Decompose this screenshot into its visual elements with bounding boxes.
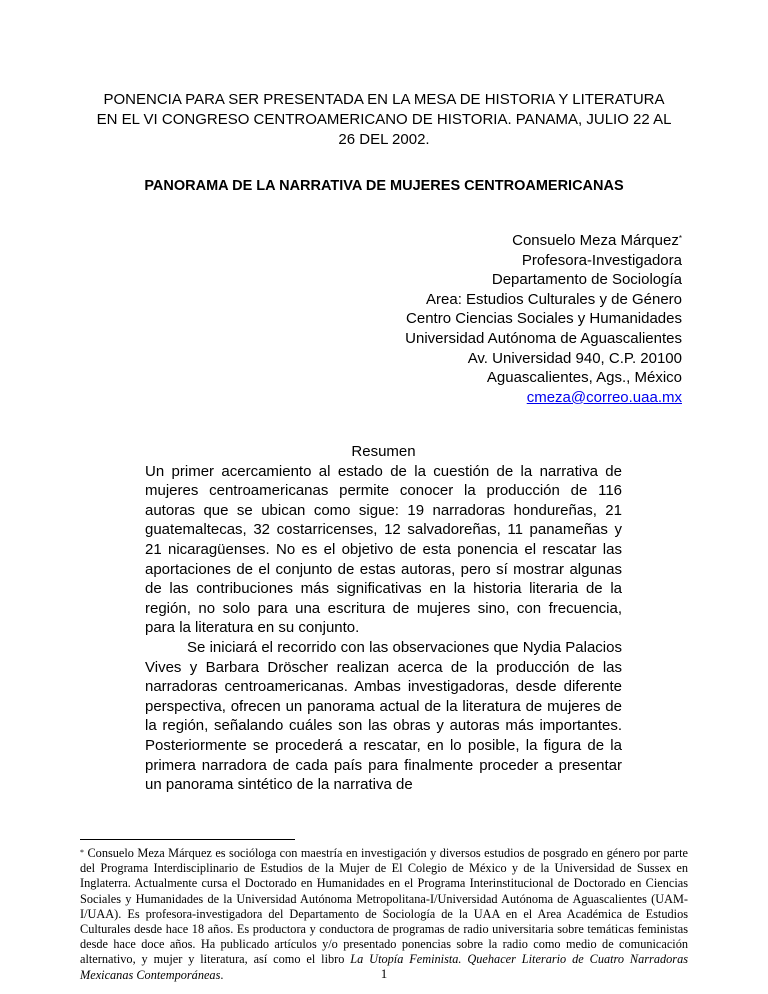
author-department: Departamento de Sociología bbox=[491, 271, 682, 289]
author-position: Profesora-Investigadora bbox=[521, 251, 682, 269]
author-city: Aguascalientes, Ags., México bbox=[486, 369, 682, 387]
author-center: Centro Ciencias Sociales y Humanidades bbox=[406, 310, 682, 328]
footnote-end: . bbox=[220, 967, 224, 982]
author-area: Area: Estudios Culturales y de Género bbox=[426, 290, 682, 308]
author-university: Universidad Autónoma de Aguascalientes bbox=[405, 329, 682, 347]
heading-line: EN EL VI CONGRESO CENTROAMERICANO DE HISTORIA. PANAMA, JULIO 22 AL bbox=[96, 111, 672, 128]
abstract-paragraph: Se iniciará el recorrido con las observaciones que Nydia Palacios Vives y Barbara Dröscher realizan acerca de la producción de las narradoras centroamericanas. Ambas investigadoras, desde diferente perspectiva, ofrecen un panorama actual de la literatura de mujeres de la región, señalando cuáles son las obras y autoras más importantes. Posteriormente se procederá a rescatar, en lo posible, la figura de la primera narradora de cada país para finalmente proceder a presentar un panorama sintético de la narrativa de bbox=[145, 638, 622, 794]
author-block bbox=[262, 231, 682, 407]
author-name-line bbox=[262, 231, 682, 251]
page-number: 1 bbox=[380, 966, 388, 981]
heading-line: PONENCIA PARA SER PRESENTADA EN LA MESA DE HISTORIA Y LITERATURA bbox=[103, 91, 665, 108]
footnote-text: Consuelo Meza Márquez es socióloga con maestría en investigación y diversos estudios de posgrado en género por parte del Programa Interdisciplinario de Estudios de la Mujer de El Colegio de México y de la Universidad de Sussex en Inglaterra. Actualmente cursa el Doctorado en Humanidades en el Programa Interinstitucional de Doctorado en Ciencias Sociales y Humanidades de la Universidad Autónoma Metropolitana-I/Universidad Autónoma de Aguascalientes (UAM-I/UAA). Es profesora-investigadora del Departamento de Sociología de la UAA en el Area Académica de Estudios Culturales desde hace 18 años. Es productora y conductora de programas de radio universitaria sobre temáticas feministas desde hace doce años. Ha publicado artículos y/o presentado ponencias sobre la radio como medio de comunicación alternativo, y mujer y literatura, así como el libro bbox=[80, 846, 688, 967]
abstract bbox=[145, 442, 622, 795]
abstract-title: Resumen bbox=[351, 443, 416, 460]
abstract-paragraph: Un primer acercamiento al estado de la cuestión de la narrativa de mujeres centroamericanas permite conocer la producción de 116 autoras que se ubican como sigue: 19 narradoras hondureñas, 21 guatemaltecas, 32 costarricenses, 12 salvadoreñas, 11 panameñas y 21 nicaragüenses. No es el objetivo de esta ponencia el rescatar las aportaciones de el conjunto de estas autoras, pero sí mostrar algunas de las contribuciones más significativas en la historia literaria de la región, no solo para una escritura de mujeres sino, con frecuencia, para la literatura en su conjunto. bbox=[145, 462, 622, 637]
footnote-reference[interactable]: * bbox=[678, 234, 682, 243]
conference-heading bbox=[80, 90, 688, 150]
footnote-book-title: La Utopía Feminista. Quehacer Literario de Cuatro Narradoras Mexicanas Contemporáneas bbox=[80, 952, 688, 982]
author-email-link[interactable]: cmeza@correo.uaa.mx bbox=[526, 388, 682, 406]
footnote-separator bbox=[80, 839, 295, 840]
author-name: Consuelo Meza Márquez bbox=[512, 232, 679, 249]
footnote-mark: * bbox=[80, 848, 84, 857]
footnote bbox=[80, 846, 688, 983]
author-address: Av. Universidad 940, C.P. 20100 bbox=[467, 349, 682, 367]
paper-title: PANORAMA DE LA NARRATIVA DE MUJERES CENTROAMERICANAS bbox=[144, 178, 624, 194]
heading-line: 26 DEL 2002. bbox=[338, 131, 430, 148]
